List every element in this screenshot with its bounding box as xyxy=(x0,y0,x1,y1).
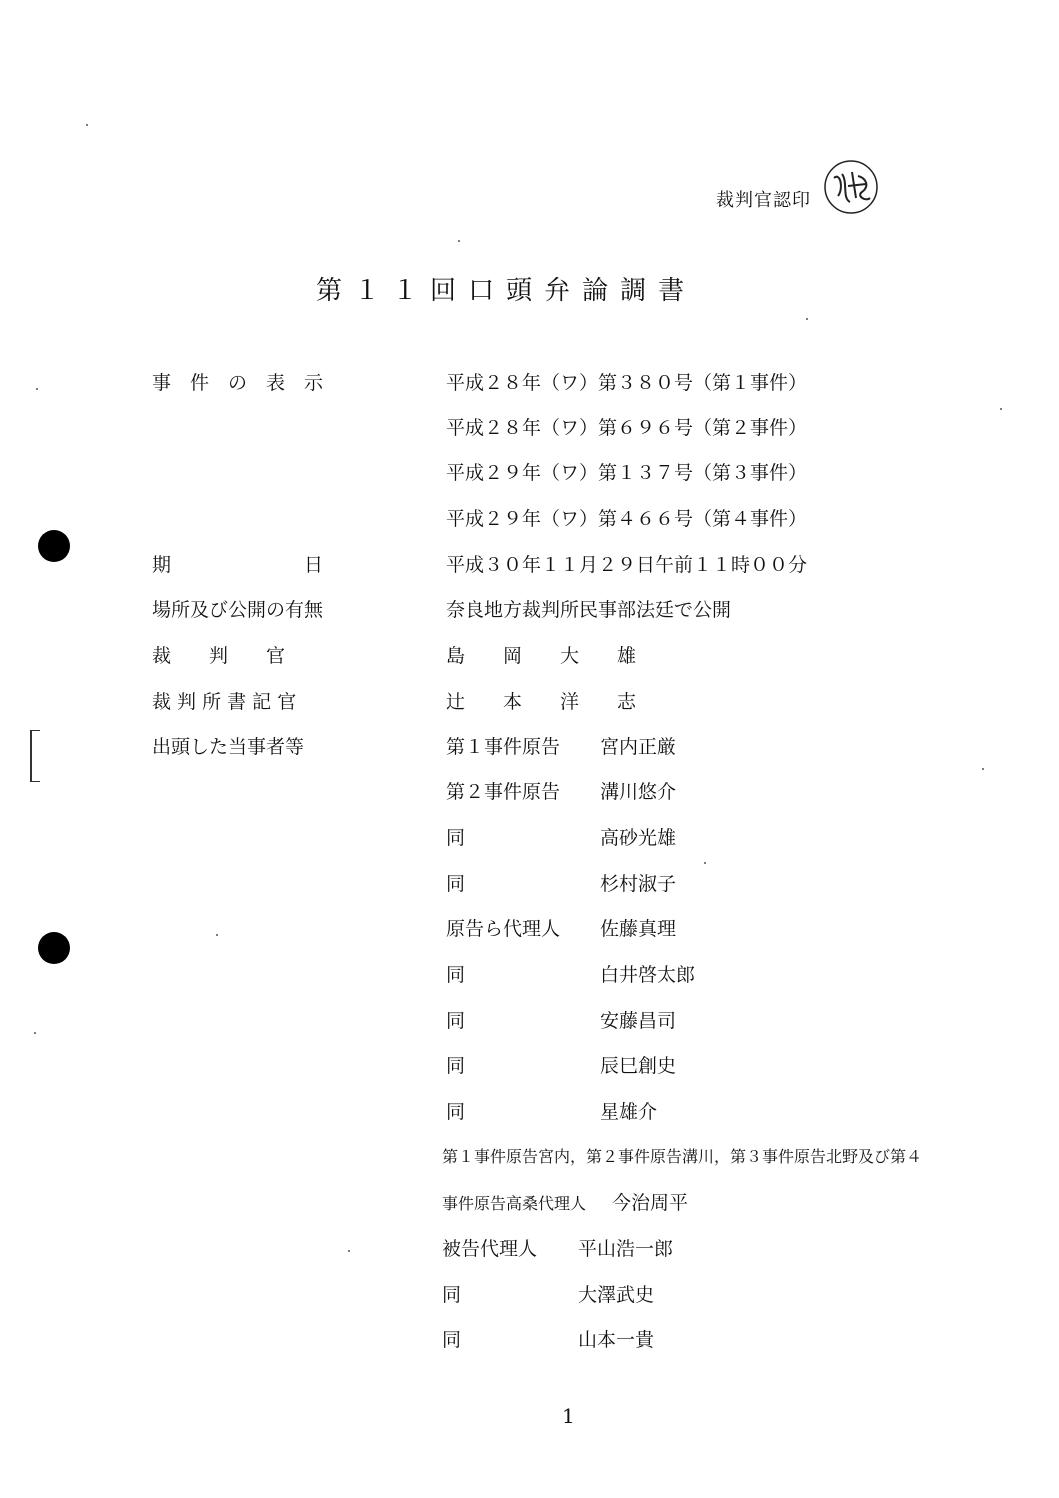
defense-name: 大澤武史 xyxy=(578,1284,655,1306)
joint-representative-line2 xyxy=(442,1188,688,1215)
title-char: 弁 xyxy=(544,276,571,306)
party-row xyxy=(446,777,677,804)
party-name: 佐藤真理 xyxy=(600,918,677,940)
label-case: 事 件 の 表 示 xyxy=(152,372,324,394)
scan-speck xyxy=(806,318,808,320)
defense-role: 同 xyxy=(442,1329,462,1351)
binder-hole-top xyxy=(38,530,70,562)
label-place: 場所及び公開の有無 xyxy=(152,599,324,621)
party-role: 第２事件原告 xyxy=(446,781,561,803)
party-role: 同 xyxy=(446,1010,466,1032)
scan-speck xyxy=(982,768,984,770)
party-row xyxy=(446,1097,658,1124)
party-name: 辰巳創史 xyxy=(600,1055,677,1077)
margin-bracket-mark xyxy=(30,730,40,782)
party-role: 同 xyxy=(446,873,466,895)
defense-role: 同 xyxy=(442,1284,462,1306)
label-clerk: 裁 判 所 書 記 官 xyxy=(152,691,297,713)
defense-name: 平山浩一郎 xyxy=(578,1238,674,1260)
party-role: 原告ら代理人 xyxy=(446,918,561,940)
joint-representative-name: 今治周平 xyxy=(612,1192,689,1214)
scan-speck xyxy=(86,124,88,126)
title-char: 論 xyxy=(582,276,609,306)
party-row xyxy=(446,732,677,759)
party-name: 安藤昌司 xyxy=(600,1010,677,1032)
defense-role: 被告代理人 xyxy=(442,1238,538,1260)
party-row xyxy=(446,823,677,850)
title-char: 回 xyxy=(430,276,457,306)
scan-speck xyxy=(36,388,38,390)
scan-speck xyxy=(34,1032,36,1034)
party-role: 第１事件原告 xyxy=(446,736,561,758)
scan-speck xyxy=(458,240,460,242)
party-name: 星雄介 xyxy=(600,1101,658,1123)
title-char: 調 xyxy=(620,276,647,306)
label-date: 期 日 xyxy=(152,554,324,576)
title-char: 書 xyxy=(658,276,685,306)
joint-representative-line1: 第１事件原告宮内，第２事件原告溝川，第３事件原告北野及び第４ xyxy=(442,1147,923,1166)
party-name: 溝川悠介 xyxy=(600,781,677,803)
party-name: 高砂光雄 xyxy=(600,827,677,849)
defense-row xyxy=(442,1325,655,1352)
joint-representative-role: 事件原告高桑代理人 xyxy=(442,1194,587,1213)
page-number: 1 xyxy=(562,1404,575,1428)
party-role: 同 xyxy=(446,1055,466,1077)
judge-name: 島 岡 大 雄 xyxy=(446,645,637,667)
defense-row xyxy=(442,1280,655,1307)
defense-name: 山本一貴 xyxy=(578,1329,655,1351)
hearing-place: 奈良地方裁判所民事部法廷で公開 xyxy=(446,599,732,621)
party-row xyxy=(446,869,677,896)
title-char: 頭 xyxy=(506,276,533,306)
party-row xyxy=(446,1006,677,1033)
case-number-3: 平成２９年（ワ）第１３７号（第３事件） xyxy=(446,462,808,484)
document-title xyxy=(316,270,696,307)
scan-speck xyxy=(216,934,218,936)
party-row xyxy=(446,914,677,941)
party-name: 杉村淑子 xyxy=(600,873,677,895)
judge-seal-stamp xyxy=(822,158,880,216)
clerk-name: 辻 本 洋 志 xyxy=(446,691,637,713)
scan-speck xyxy=(1000,408,1002,410)
party-role: 同 xyxy=(446,964,466,986)
judge-seal-label: 裁判官認印 xyxy=(716,190,811,211)
party-name: 白井啓太郎 xyxy=(600,964,696,986)
title-char: 口 xyxy=(468,276,495,306)
hearing-date: 平成３０年１１月２９日午前１１時００分 xyxy=(446,554,808,576)
party-row xyxy=(446,960,696,987)
party-name: 宮内正厳 xyxy=(600,736,677,758)
case-number-2: 平成２８年（ワ）第６９６号（第２事件） xyxy=(446,417,808,439)
party-role: 同 xyxy=(446,827,466,849)
case-number-4: 平成２９年（ワ）第４６６号（第４事件） xyxy=(446,508,808,530)
defense-row xyxy=(442,1234,674,1261)
label-judge: 裁 判 官 xyxy=(152,645,286,667)
party-row xyxy=(446,1051,677,1078)
title-char: １ xyxy=(392,276,419,306)
binder-hole-bottom xyxy=(38,932,70,964)
title-char: 第 xyxy=(316,276,343,306)
case-number-1: 平成２８年（ワ）第３８０号（第１事件） xyxy=(446,372,808,394)
label-parties: 出頭した当事者等 xyxy=(152,736,305,758)
party-role: 同 xyxy=(446,1101,466,1123)
scan-speck xyxy=(704,862,706,864)
scan-speck xyxy=(348,1250,350,1252)
title-char: １ xyxy=(354,276,381,306)
